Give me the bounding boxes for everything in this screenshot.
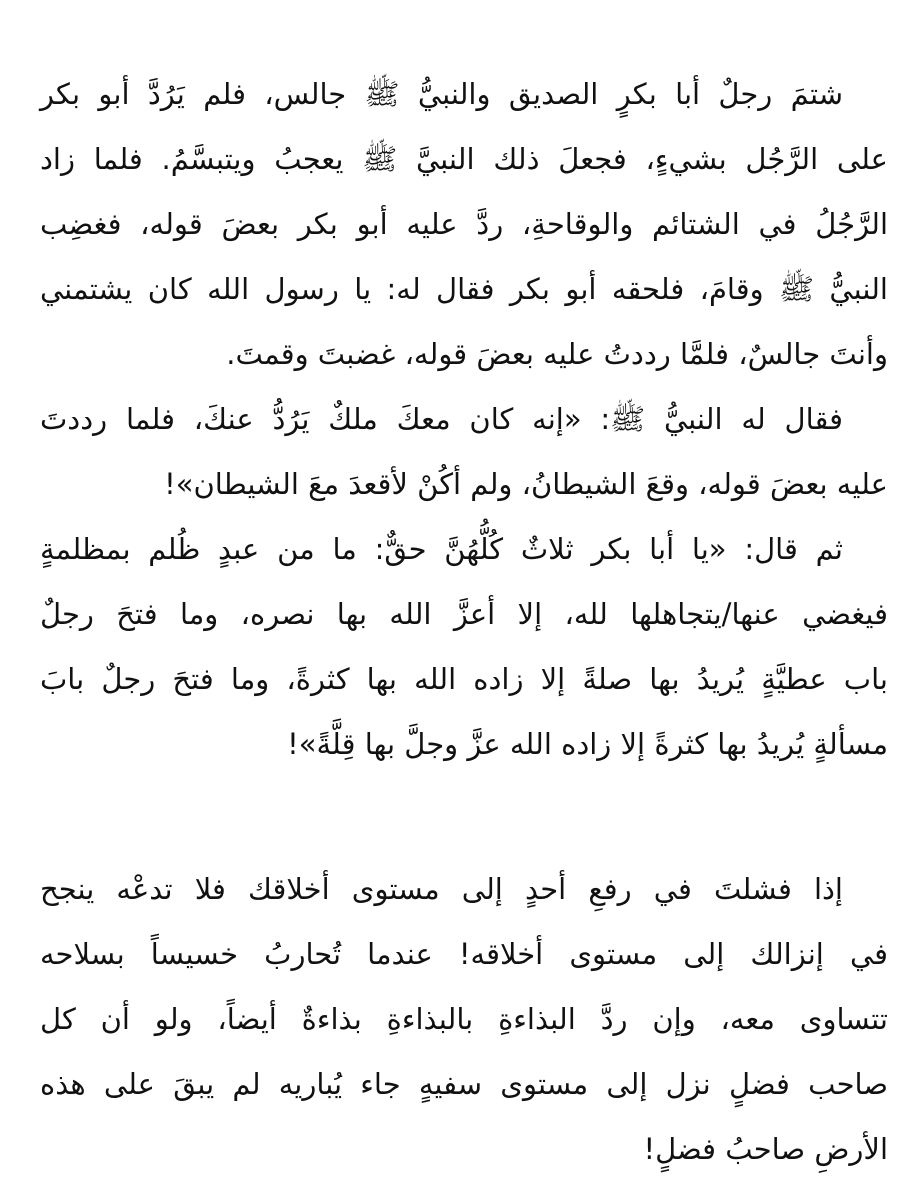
text-line: ثم قال: «يا أبا بكر ثلاثٌ كُلُّهُنَّ حقٌّ: ما من عبدٍ ظُلم بمظلمةٍ	[40, 532, 843, 566]
story-paragraph-1	[40, 62, 888, 387]
text-line: فقال له النبيُّ ﷺ: «إنه كان معكَ ملكٌ يَرُدُّ عنكَ، فلما رددتَ	[40, 402, 843, 436]
text-line: مسألةٍ يُريدُ بها كثرةً إلا زاده الله عزَّ وجلَّ بها قِلَّةً»!	[287, 727, 888, 761]
text-line: وأنتَ جالسٌ، فلمَّا رددتُ عليه بعضَ قوله، غضبتَ وقمتَ.	[226, 337, 888, 371]
text-line: الرَّجُلُ في الشتائم والوقاحةِ، ردَّ عليه أبو بكر بعضَ قوله، فغضِب	[40, 207, 888, 241]
text-line: عليه بعضَ قوله، وقعَ الشيطانُ، ولم أكُنْ لأقعدَ معَ الشيطان»!	[164, 467, 888, 501]
text-line: تتساوى معه، وإن ردَّ البذاءةِ بالبذاءةِ بذاءةٌ أيضاً، ولو أن كل	[40, 1002, 888, 1036]
text-line: إذا فشلتَ في رفعِ أحدٍ إلى مستوى أخلاقك فلا تدعْه ينجح	[40, 872, 843, 906]
text-line: باب عطيَّةٍ يُريدُ بها صلةً إلا زاده الله بها كثرةً، وما فتحَ رجلٌ بابَ	[40, 662, 888, 696]
text-line: النبيُّ ﷺ وقامَ، فلحقه أبو بكر فقال له: يا رسول الله كان يشتمني	[40, 272, 888, 306]
text-line: على الرَّجُل بشيءٍ، فجعلَ ذلك النبيَّ ﷺ يعجبُ ويتبسَّمُ. فلما زاد	[40, 142, 888, 176]
story-paragraph-3	[40, 517, 888, 777]
reflection-paragraph	[40, 857, 888, 1182]
text-line: فيغضي عنها/يتجاهلها لله، إلا أعزَّ الله بها نصره، وما فتحَ رجلٌ	[40, 597, 888, 631]
text-line: شتمَ رجلٌ أبا بكرٍ الصديق والنبيُّ ﷺ جالس، فلم يَرُدَّ أبو بكر	[40, 77, 843, 111]
text-line: صاحب فضلٍ نزل إلى مستوى سفيهٍ جاء يُباريه لم يبقَ على هذه	[40, 1067, 888, 1101]
text-line: الأرضِ صاحبُ فضلٍ!	[643, 1132, 888, 1166]
document-page	[40, 62, 888, 1182]
section-spacer	[40, 777, 888, 857]
text-line: في إنزالك إلى مستوى أخلاقه! عندما تُحاربُ خسيساً بسلاحه	[40, 937, 888, 971]
story-paragraph-2	[40, 387, 888, 517]
